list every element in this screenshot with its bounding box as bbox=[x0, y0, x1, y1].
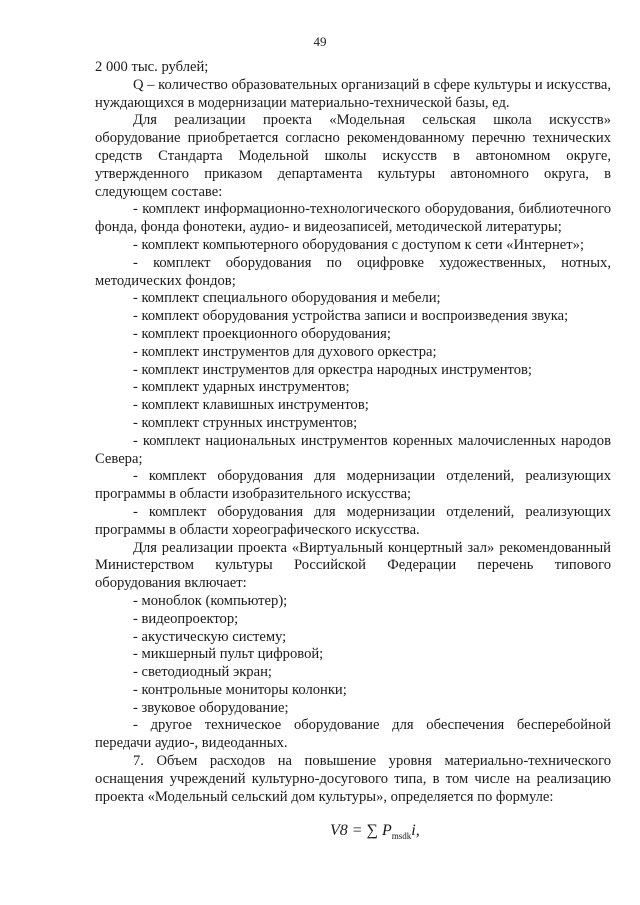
paragraph: Для реализации проекта «Виртуальный концертный зал» рекомендованный Министерством культуры Российской Федерации перечень типового оборудования включает: bbox=[95, 539, 611, 592]
list-item: - комплект инструментов для духового оркестра; bbox=[133, 343, 437, 360]
list-item: - видеопроектор; bbox=[133, 610, 239, 627]
formula-main: V8 = ∑ P bbox=[330, 822, 392, 839]
formula bbox=[330, 822, 420, 841]
list-item: - моноблок (компьютер); bbox=[133, 592, 288, 609]
list-item: - комплект специального оборудования и мебели; bbox=[133, 290, 441, 307]
formula-subscript: msdk bbox=[391, 831, 412, 842]
page-number: 49 bbox=[313, 34, 327, 49]
list-item: - комплект ударных инструментов; bbox=[133, 379, 350, 396]
paragraph: Для реализации проекта «Модельная сельская школа искусств» оборудование приобретается согласно рекомендованному перечню технических средств Стандарта Модельной школы искусств в автономном округе, утвержденного приказом департамента культуры автономного округа, в следующем составе: bbox=[95, 112, 611, 200]
list-item: - комплект национальных инструментов коренных малочисленных народов Севера; bbox=[95, 432, 611, 467]
list-item: - звуковое оборудование; bbox=[133, 699, 289, 716]
list-item: - светодиодный экран; bbox=[133, 664, 272, 681]
formula-suffix: i, bbox=[411, 822, 420, 839]
document-body bbox=[95, 59, 611, 806]
paragraph: Q – количество образовательных организаций в сфере культуры и искусства, нуждающихся в модернизации материально-технической базы, ед. bbox=[95, 76, 611, 111]
list-item: - другое техническое оборудование для обеспечения бесперебойной передачи аудио-, видеоданных. bbox=[95, 717, 611, 752]
list-item: - комплект оборудования по оцифровке художественных, нотных, методических фондов; bbox=[95, 254, 611, 289]
list-item: - микшерный пульт цифровой; bbox=[133, 646, 324, 663]
list-item: - комплект информационно-технологического оборудования, библиотечного фонда, фонда фонотеки, аудио- и видеозаписей, методической литературы; bbox=[95, 201, 611, 236]
list-item: - комплект оборудования для модернизации отделений, реализующих программы в области хореографического искусства. bbox=[95, 503, 611, 538]
list-item: - акустическую систему; bbox=[133, 628, 287, 645]
list-item: - комплект клавишных инструментов; bbox=[133, 397, 369, 414]
list-item: - комплект инструментов для оркестра народных инструментов; bbox=[133, 361, 532, 378]
list-item: - комплект компьютерного оборудования с доступом к сети «Интернет»; bbox=[133, 236, 584, 253]
list-item: - комплект оборудования устройства записи и воспроизведения звука; bbox=[133, 308, 569, 325]
list-item: - комплект струнных инструментов; bbox=[133, 414, 358, 431]
paragraph: 7. Объем расходов на повышение уровня материально-технического оснащения учреждений культурно-досугового типа, в том числе на реализацию проекта «Модельный сельский дом культуры», определяется по формуле: bbox=[95, 753, 611, 805]
paragraph: 2 000 тыс. рублей; bbox=[95, 59, 209, 75]
list-item: - контрольные мониторы колонки; bbox=[133, 681, 347, 698]
list-item: - комплект оборудования для модернизации отделений, реализующих программы в области изобразительного искусства; bbox=[95, 468, 611, 503]
list-item: - комплект проекционного оборудования; bbox=[133, 325, 391, 342]
